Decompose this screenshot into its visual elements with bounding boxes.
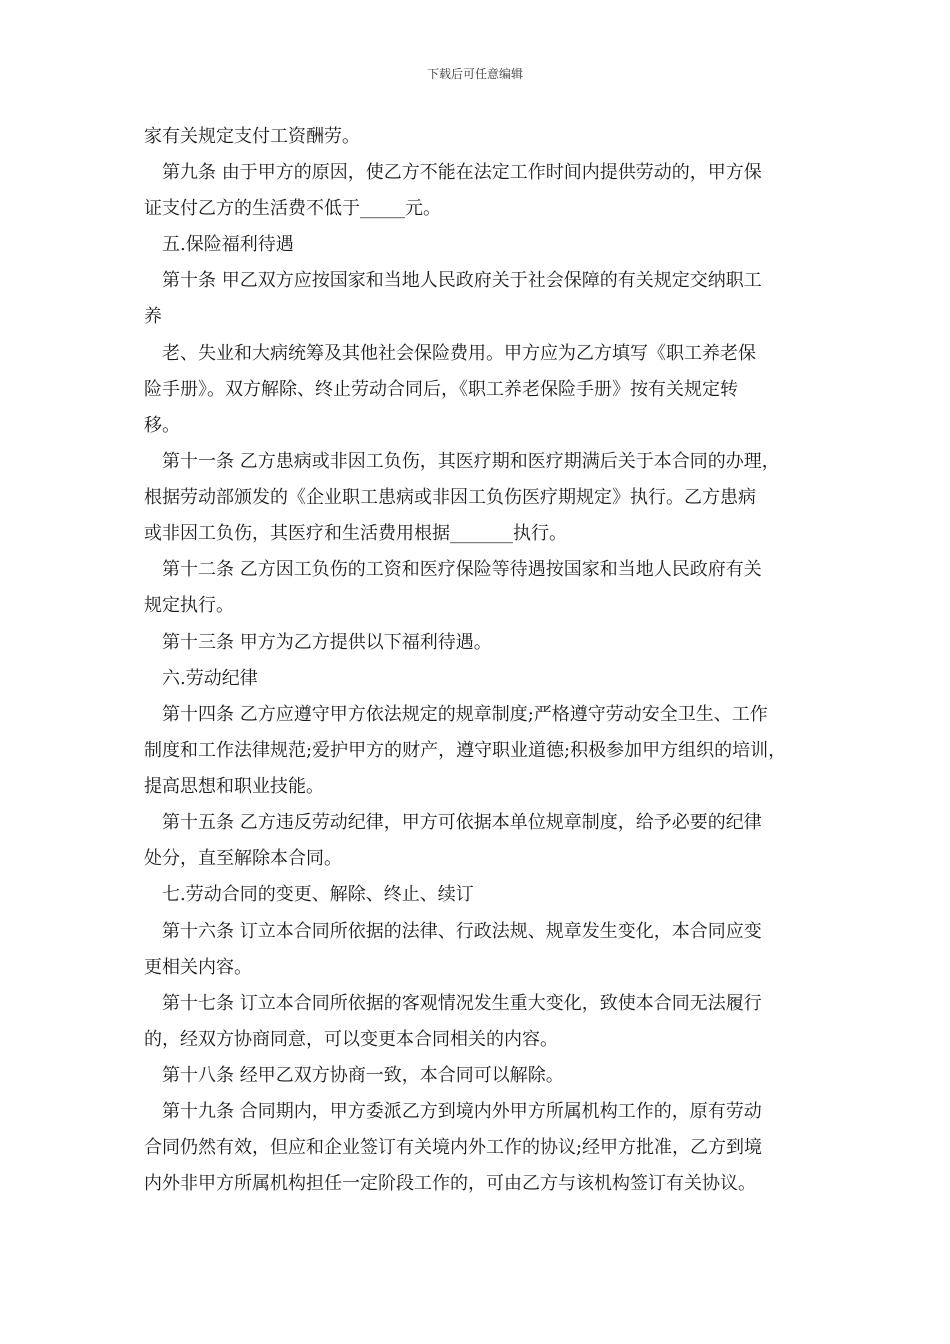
- article-11-line: 第十一条 乙方患病或非因工负伤，其医疗期和医疗期满后关于本合同的办理，: [162, 451, 780, 472]
- article-15-line: 第十五条 乙方违反劳动纪律，甲方可依据本单位规章制度，给予必要的纪律: [162, 812, 762, 833]
- article-10-line: 第十条 甲乙双方应按国家和当地人民政府关于社会保障的有关规定交纳职工: [162, 270, 762, 291]
- text-line: 或非因工负伤，其医疗和生活费用根据_______执行。: [144, 523, 567, 544]
- article-17-line: 第十七条 订立本合同所依据的客观情况发生重大变化，致使本合同无法履行: [162, 993, 762, 1014]
- article-12-line: 第十二条 乙方因工负伤的工资和医疗保险等待遇按国家和当地人民政府有关: [162, 559, 762, 580]
- text-line: 证支付乙方的生活费不低于_____元。: [144, 198, 441, 219]
- text-line: 合同仍然有效，但应和企业签订有关境内外工作的协议;经甲方批准，乙方到境: [144, 1137, 763, 1158]
- page-header: 下载后可任意编辑: [426, 67, 523, 81]
- text-line: 更相关内容。: [144, 957, 252, 978]
- text-line: 险手册》。双方解除、终止劳动合同后，《职工养老保险手册》按有关规定转: [144, 379, 738, 400]
- text-line: 移。: [144, 415, 180, 436]
- text-line: 家有关规定支付工资酬劳。: [144, 126, 360, 147]
- article-14-line: 第十四条 乙方应遵守甲方依法规定的规章制度;严格遵守劳动安全卫生、工作: [162, 704, 768, 725]
- article-13-line: 第十三条 甲方为乙方提供以下福利待遇。: [162, 632, 492, 653]
- text-line: 制度和工作法律规范;爱护甲方的财产，遵守职业道德;积极参加甲方组织的培训，: [144, 740, 787, 761]
- text-line: 规定执行。: [144, 595, 234, 616]
- text-line: 根据劳动部颁发的《企业职工患病或非因工负伤医疗期规定》执行。乙方患病: [144, 487, 756, 508]
- article-16-line: 第十六条 订立本合同所依据的法律、行政法规、规章发生变化，本合同应变: [162, 921, 762, 942]
- text-line: 处分，直至解除本合同。: [144, 848, 342, 869]
- text-line: 的，经双方协商同意，可以变更本合同相关的内容。: [144, 1029, 558, 1050]
- text-line: 老、失业和大病统筹及其他社会保险费用。甲方应为乙方填写《职工养老保: [162, 343, 756, 364]
- text-line: 养: [144, 306, 162, 327]
- article-19-line: 第十九条 合同期内，甲方委派乙方到境内外甲方所属机构工作的，原有劳动: [162, 1101, 762, 1122]
- article-9-line: 第九条 由于甲方的原因，使乙方不能在法定工作时间内提供劳动的，甲方保: [162, 162, 762, 183]
- text-line: 内外非甲方所属机构担任一定阶段工作的，可由乙方与该机构签订有关协议。: [144, 1173, 756, 1194]
- text-line: 提高思想和职业技能。: [144, 776, 324, 797]
- article-18-line: 第十八条 经甲乙双方协商一致，本合同可以解除。: [162, 1065, 564, 1086]
- section-heading: 五.保险福利待遇: [162, 234, 294, 255]
- section-heading: 七.劳动合同的变更、解除、终止、续订: [162, 884, 474, 905]
- section-heading: 六.劳动纪律: [162, 668, 258, 689]
